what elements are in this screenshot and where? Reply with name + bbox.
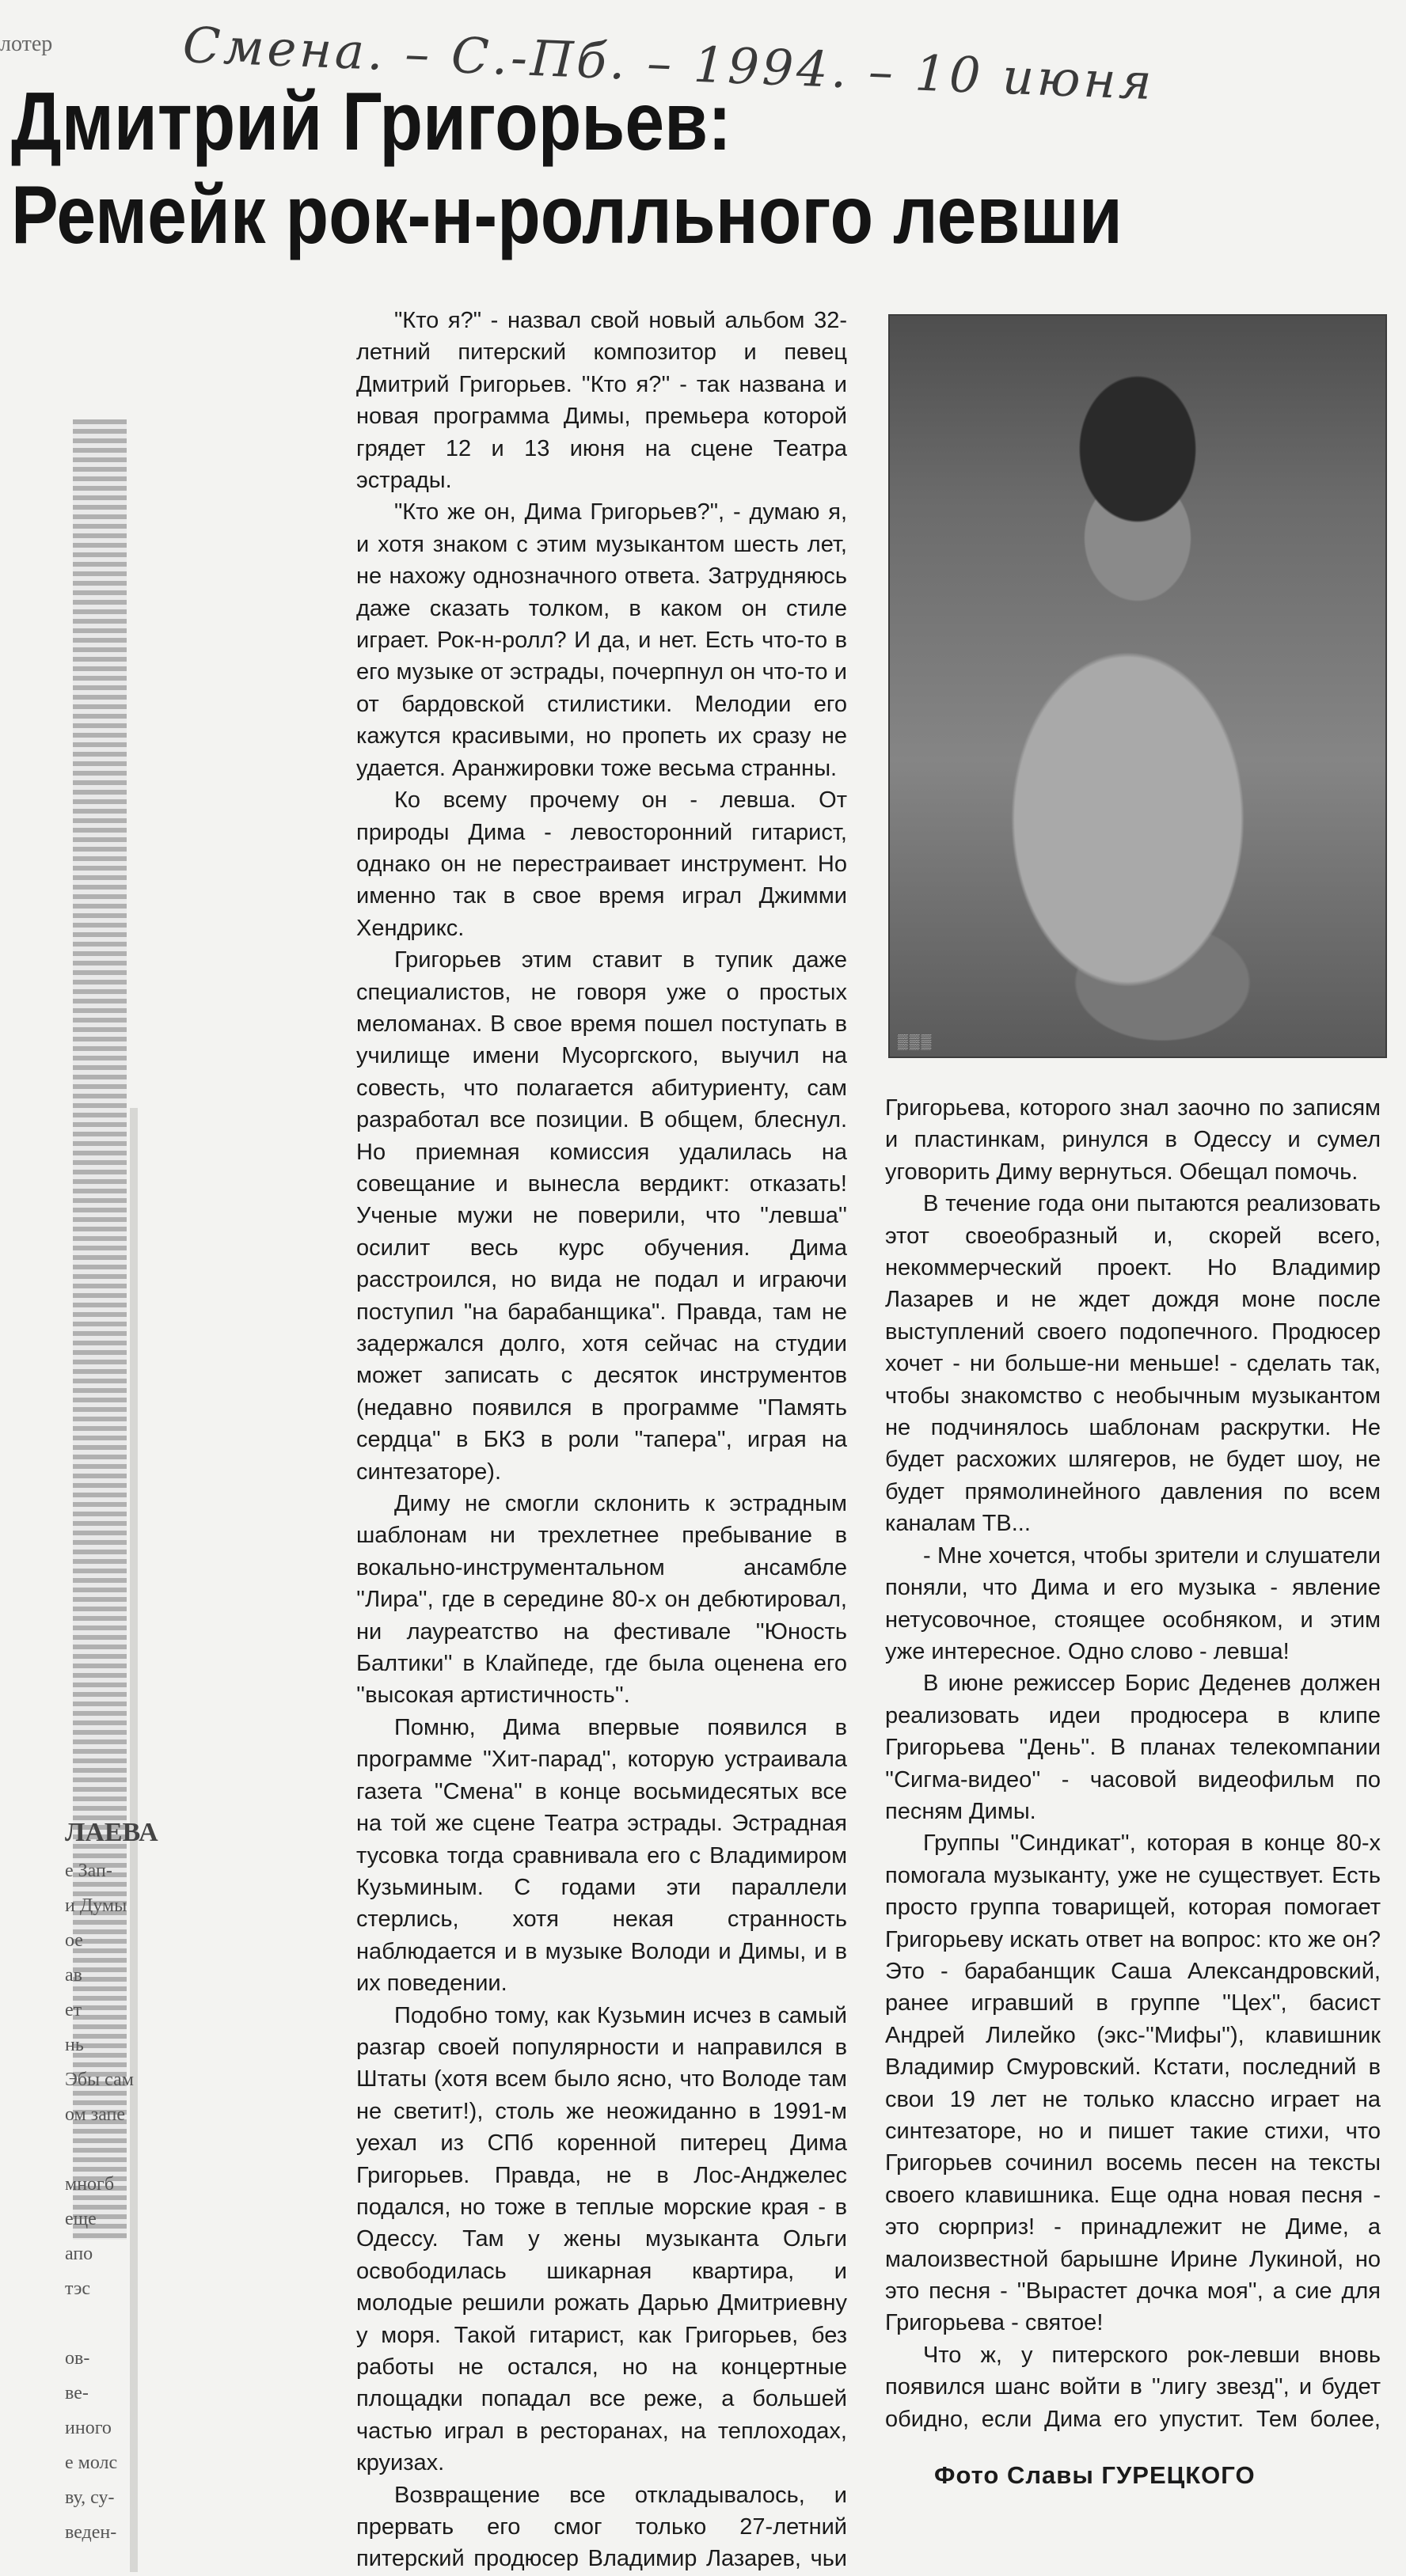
neighbor-line: веден- (65, 2522, 117, 2543)
article-paragraph: "Кто я?" - назвал свой новый альбом 32-летний питерский композитор и певец Дмитрий Григорьев. ''Кто я?'' - так названа и новая программа Димы, премьера которой грядет 12 и 13 июня на сцене Театра эстрады. (356, 308, 847, 494)
neighbor-line: ет (65, 2000, 82, 2020)
neighbor-line (65, 2132, 200, 2167)
article-paragraph: Подобно тому, как Кузьмин исчез в самый разгар своей популярности и направился в Штаты (хотя всем было ясно, что Володе там не светит!), столь же неожиданно в 1991-м уехал из СПб коренной питерец Дима Григорьев. Правда, не в Лос-Анджелес подался, но тоже в теплые морские края - в Одессу. Там у жены музыканта Ольги освободилась шикарная квартира, и молодые решили рожать Дарью Дмитриевну у моря. Такой гитарист, как Григорьев, без работы не остался, но на концертные площадки попадал все реже, а большей частью играл в ресторанах, на теплоходах, круизах. (356, 2002, 847, 2476)
photo-grain-icon: ▒▒▒ (898, 1034, 933, 1049)
neighbor-line (65, 2306, 200, 2341)
article-paragraph: Что ж, у питерского рок-левши вновь появился шанс войти в ''лигу звезд'', и будет обидно, если Дима его упустит. Тем более, (885, 2342, 1381, 2432)
neighbor-line: е молс (65, 2453, 118, 2473)
neighbor-line: и Думы (65, 1895, 127, 1916)
headline-line-1: Дмитрий Григорьев: (11, 76, 732, 168)
neighbor-line: ом запе (65, 2104, 126, 2125)
neighbor-line: еще (65, 2209, 97, 2229)
neighbor-line: е Зап- (65, 1861, 112, 1881)
neighbor-line: апо (65, 2244, 93, 2264)
neighbor-line: ое (65, 1930, 83, 1951)
article-paragraph: Ко всему прочему он - левша. От природы Дима - левосторонний гитарист, однако он не перестраивает инструмент. Но именно так в свое время играл Джимми Хендрикс. (356, 787, 847, 941)
handwritten-source-note: Смена. – С.-Пб. – 1994. – 10 июня (181, 16, 1156, 112)
neighbor-line: Эбы сам (65, 2070, 134, 2090)
article-paragraph: Помню, Дима впервые появился в программе ''Хит-парад'', которую устраивала газета ''Смена'' в конце восьмидесятых все на той же сцене Театра эстрады. Эстрадная тусовка тогда сравнивала его с Владимиром Кузьминым. С годами эти параллели стерлись, хотя некая странность наблюдается и в музыке Володи и Димы, и в их поведении. (356, 1714, 847, 1997)
article-paragraph: - Мне хочется, чтобы зрители и слушатели поняли, что Дима и его музыка - явление нетусовочное, стоящее особняком, и этим уже интересное. Одно слово - левша! (885, 1542, 1381, 1664)
neighbor-line: ов- (65, 2348, 90, 2369)
article-paragraph: Группы ''Синдикат'', которая в конце 80-х помогала музыканту, уже не существует. Есть просто группа товарищей, которая помогает Григорьеву искать ответ на вопрос: кто же он? Это - барабанщик Саша Александровский, ранее игравший в группе ''Цех'', басист Андрей Лилейко (экс-''Мифы''), клавишник Владимир Смуровский. Кстати, последний в свои 19 лет не только классно играет на синтезаторе, но и пишет такие стихи, что Григорьев сочинил восемь песен на тексты своего клавишника. Еще одна новая песня - это сюрприз! - принадлежит не Диме, а малоизвестной барышне Ирине Лукиной, но это песня - ''Вырастет дочка моя'', а сие для Григорьева - святое! (885, 1831, 1381, 2336)
top-edge-fragment: лотер (0, 32, 53, 56)
neighbor-line: нь (65, 2035, 84, 2055)
neighbor-line: ву, су- (65, 2487, 115, 2508)
article-paragraph: Возвращение все откладывалось, и прервать его смог только 27-летний питерский продюсер Владимир Лазарев, чьи (356, 2482, 847, 2572)
neighbor-line: иного (65, 2418, 112, 2438)
article-column-right (885, 1092, 1381, 2438)
article-paragraph: Григорьева, которого знал заочно по записям и пластинкам, ринулся в Одессу и сумел уговорить Диму вернуться. Обещал помочь. (885, 1095, 1381, 1185)
neighbor-line: ав (65, 1965, 82, 1986)
photo-credit: Фото Славы ГУРЕЦКОГО (934, 2461, 1256, 2489)
portrait-photo (888, 314, 1387, 1058)
neighbor-line: ве- (65, 2383, 89, 2403)
article-paragraph: "Кто же он, Дима Григорьев?", - думаю я, и хотя знаком с этим музыкантом шесть лет, не нахожу однозначного ответа. Затрудняюсь даже сказать толком, в каком он стиле играет. Рок-н-ролл? И да, и нет. Есть что-то в его музыке от эстрады, почерпнул он что-то и от бардовской стилистики. Мелодии его кажутся красивыми, но пропеть их сразу не удается. Аранжировки тоже весьма странны. (356, 499, 847, 781)
article-column-left (356, 305, 847, 2572)
article-paragraph: Диму не смогли склонить к эстрадным шаблонам ни трехлетнее пребывание в вокально-инструментальном ансамбле ''Лира'', где в середине 80-х он дебютировал, ни лауреатство на фестивале ''Юность Балтики'' в Клайпеде, где была оценена его ''высокая артистичность''. (356, 1491, 847, 1709)
article-paragraph: В июне режиссер Борис Деденев должен реализовать идеи продюсера в клипе Григорьева ''День''. В планах телекомпании ''Сигма-видео'' - часовой видеофильм по песням Димы. (885, 1671, 1381, 1824)
article-paragraph: Григорьев этим ставит в тупик даже специалистов, не говоря уже о простых меломанах. В свое время пошел поступать в училище имени Мусоргского, выучил на совесть, что полагается абитуриенту, сам разработал все позиции. В общем, блеснул. Но приемная комиссия удалилась на совещание и вынесла вердикт: отказать! Ученые мужи не поверили, что ''левша'' осилит весь курс обучения. Дима расстроился, но вида не подал и играючи поступил "на барабанщика". Правда, там не задержался долго, хотя сейчас на студии может записать с десяток инструментов (недавно появился в программе ''Память сердца'' в БКЗ в роли ''тапера'', играя на синтезаторе). (356, 947, 847, 1485)
headline-line-2: Ремейк рок-н-ролльного левши (11, 169, 1123, 261)
article-paragraph: В течение года они пытаются реализовать этот своеобразный и, скорей всего, некоммерческий проект. Но Владимир Лазарев и не ждет дождя моне после выступлений своего подопечного. Продюсер хочет - ни больше-ни меньше! - сделать так, чтобы знакомство с необычным музыкантом не подчинялось шаблонам раскрутки. Не будет расхожих шлягеров, не будет шоу, не будет прямолинейного давления по всем каналам ТВ... (885, 1191, 1381, 1537)
neighbor-article-title: ЛАЕВА (65, 1818, 158, 1847)
neighbor-line: тэс (65, 2278, 91, 2299)
article-headline (11, 75, 1195, 262)
neighbor-line: многб (65, 2174, 115, 2195)
neighbor-article-fragment (65, 1812, 200, 2572)
